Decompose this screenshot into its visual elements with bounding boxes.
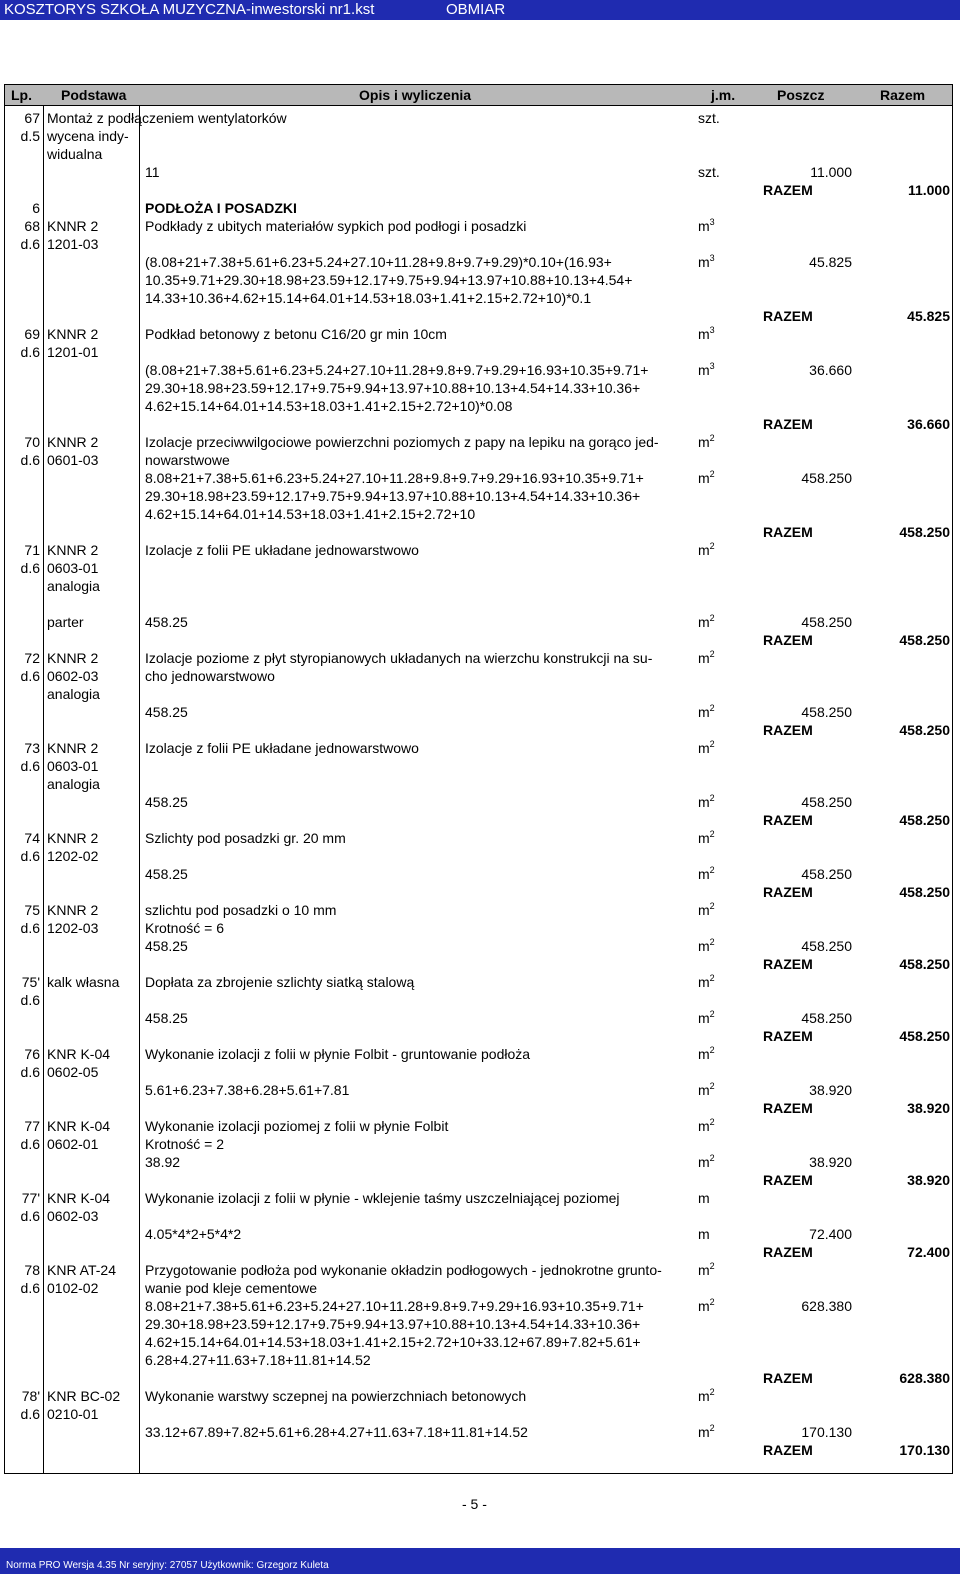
cell-podstawa: 0601-03 [47, 452, 99, 468]
razem-value: 45.825 [907, 308, 950, 324]
razem-label: RAZEM [763, 416, 813, 432]
razem-label: RAZEM [763, 524, 813, 540]
cell-jm: m [698, 1190, 710, 1206]
cell-lp: 76 [24, 1046, 40, 1062]
grid-line [43, 106, 44, 1474]
cell-opis: Izolacje z folii PE układane jednowarstwowo [145, 542, 419, 558]
cell-lp: d.6 [20, 1064, 40, 1080]
cell-podstawa: wycena indy- [47, 128, 129, 144]
cell-jm: $m^2$ [698, 739, 715, 756]
cell-opis: 33.12+67.89+7.82+5.61+6.28+4.27+11.63+7.18+11.81+14.52 [145, 1424, 528, 1440]
unit-exponent: 2 [709, 1081, 715, 1091]
cell-jm: $m^2$ [698, 1081, 715, 1098]
cell-poszcz: 458.250 [801, 614, 852, 630]
cell-opis: Szlichty pod posadzki gr. 20 mm [145, 830, 346, 846]
unit-exponent: 3 [709, 361, 715, 371]
cell-opis: 8.08+21+7.38+5.61+6.23+5.24+27.10+11.28+9.8+9.7+9.29+16.93+10.35+9.71+ [145, 1298, 644, 1314]
cell-lp: 70 [24, 434, 40, 450]
col-opis: Opis i wyliczenia [359, 87, 472, 103]
cell-podstawa: KNR BC-02 [47, 1388, 121, 1404]
cell-podstawa: KNNR 2 [47, 326, 99, 342]
cell-jm: $m^3$ [698, 253, 715, 270]
cell-jm: $m^2$ [698, 793, 715, 810]
unit-exponent: 2 [709, 469, 715, 479]
cell-poszcz: 458.250 [801, 866, 852, 882]
cell-poszcz: 458.250 [801, 794, 852, 810]
cell-lp: d.6 [20, 1406, 40, 1422]
unit-exponent: 2 [709, 1387, 715, 1397]
razem-value: 458.250 [899, 722, 950, 738]
cell-jm: $m^2$ [698, 469, 715, 486]
razem-label: RAZEM [763, 1028, 813, 1044]
cell-poszcz: 458.250 [801, 938, 852, 954]
grid-line [952, 106, 953, 1474]
cell-opis: 6.28+4.27+11.63+7.18+11.81+14.52 [145, 1352, 371, 1368]
razem-label: RAZEM [763, 812, 813, 828]
cell-opis: Krotność = 2 [145, 1136, 224, 1152]
unit-exponent: 2 [709, 973, 715, 983]
cell-opis: Wykonanie warstwy sczepnej na powierzchniach betonowych [145, 1388, 527, 1404]
unit-exponent: 2 [709, 1423, 715, 1433]
cell-opis: 29.30+18.98+23.59+12.17+9.75+9.94+13.97+10.88+10.13+4.54+14.33+10.36+ [145, 1316, 641, 1332]
cell-lp: d.6 [20, 236, 40, 252]
cell-lp: d.6 [20, 560, 40, 576]
cell-podstawa: KNR K-04 [47, 1046, 111, 1062]
cell-jm: $m^2$ [698, 829, 715, 846]
cell-opis: (8.08+21+7.38+5.61+6.23+5.24+27.10+11.28+9.8+9.7+9.29)*0.10+(16.93+ [145, 254, 612, 270]
cell-podstawa: 1202-03 [47, 920, 99, 936]
razem-value: 458.250 [899, 884, 950, 900]
cell-opis: Wykonanie izolacji z folii w płynie Folbit - gruntowanie podłoża [145, 1046, 531, 1062]
cell-jm: $m^2$ [698, 1117, 715, 1134]
unit-exponent: 2 [709, 937, 715, 947]
cell-jm: szt. [698, 164, 720, 180]
cell-podstawa: KNR K-04 [47, 1118, 111, 1134]
razem-value: 72.400 [907, 1244, 950, 1260]
page-number: - 5 - [462, 1496, 487, 1512]
cell-lp: 77 [24, 1118, 40, 1134]
window-header [0, 0, 960, 20]
unit-exponent: 2 [709, 865, 715, 875]
unit-exponent: 2 [709, 613, 715, 623]
cell-podstawa: Montaż z podłączeniem wentylatorków [47, 110, 287, 126]
cell-lp: 78' [21, 1388, 40, 1404]
razem-value: 38.920 [907, 1100, 950, 1116]
cell-jm: $m^2$ [698, 1045, 715, 1062]
razem-value: 458.250 [899, 632, 950, 648]
cell-opis: Wykonanie izolacji z folii w płynie - wklejenie taśmy uszczelniającej poziomej [145, 1190, 620, 1206]
cell-opis: 38.92 [145, 1154, 181, 1170]
cell-poszcz: 38.920 [809, 1082, 852, 1098]
cell-jm: $m^2$ [698, 1261, 715, 1278]
cell-podstawa: 0602-03 [47, 668, 99, 684]
cell-lp: d.6 [20, 758, 40, 774]
cell-jm: $m^3$ [698, 325, 715, 342]
unit-exponent: 2 [709, 739, 715, 749]
table-header [4, 84, 953, 106]
cell-podstawa: widualna [47, 146, 103, 162]
cell-podstawa: kalk własna [47, 974, 120, 990]
cell-lp: d.6 [20, 668, 40, 684]
cell-opis: (8.08+21+7.38+5.61+6.23+5.24+27.10+11.28+9.8+9.7+9.29+16.93+10.35+9.71+ [145, 362, 649, 378]
cell-lp: 72 [24, 650, 40, 666]
cell-jm: $m^2$ [698, 649, 715, 666]
cell-opis: 458.25 [145, 938, 188, 954]
razem-label: RAZEM [763, 884, 813, 900]
cell-jm: $m^2$ [698, 1009, 715, 1026]
unit-exponent: 2 [709, 433, 715, 443]
cell-opis: Wykonanie izolacji poziomej z folii w płynie Folbit [145, 1118, 449, 1134]
cell-poszcz: 45.825 [809, 254, 852, 270]
cell-poszcz: 458.250 [801, 1010, 852, 1026]
cell-jm: m [698, 1226, 710, 1242]
cell-opis: 458.25 [145, 614, 188, 630]
cell-opis: 14.33+10.36+4.62+15.14+64.01+14.53+18.03+1.41+2.15+2.72+10)*0.1 [145, 290, 592, 306]
unit-exponent: 2 [709, 1117, 715, 1127]
cell-podstawa: KNR K-04 [47, 1190, 111, 1206]
cell-jm: $m^2$ [698, 937, 715, 954]
cell-lp: 6 [32, 200, 40, 216]
unit-exponent: 2 [709, 541, 715, 551]
cell-opis: szlichtu pod posadzki o 10 mm [145, 902, 337, 918]
footer [0, 1548, 960, 1574]
unit-exponent: 2 [709, 829, 715, 839]
cell-poszcz: 11.000 [810, 164, 852, 180]
unit-exponent: 2 [709, 1009, 715, 1019]
col-poszcz: Poszcz [777, 87, 825, 103]
cell-opis: 4.62+15.14+64.01+14.53+18.03+1.41+2.15+2.72+10+33.12+67.89+7.82+5.61+ [145, 1334, 641, 1350]
cell-opis: cho jednowarstwowo [145, 668, 275, 684]
cell-lp: 73 [24, 740, 40, 756]
razem-value: 458.250 [899, 524, 950, 540]
sheet-name: OBMIAR [446, 1, 506, 18]
cell-lp: d.6 [20, 344, 40, 360]
cell-opis: PODŁOŻA I POSADZKI [145, 200, 297, 216]
cell-lp: 71 [24, 542, 40, 558]
cell-opis: 4.05*4*2+5*4*2 [145, 1226, 242, 1242]
cell-poszcz: 458.250 [801, 704, 852, 720]
cell-opis: Podkłady z ubitych materiałów sypkich pod podłogi i posadzki [145, 218, 527, 234]
razem-label: RAZEM [763, 1100, 813, 1116]
cell-lp: d.6 [20, 992, 40, 1008]
cell-podstawa: analogia [47, 686, 100, 702]
razem-value: 170.130 [899, 1442, 950, 1458]
razem-label: RAZEM [763, 722, 813, 738]
cell-opis: 458.25 [145, 704, 188, 720]
cell-opis: 4.62+15.14+64.01+14.53+18.03+1.41+2.15+2.72+10 [145, 506, 476, 522]
razem-value: 36.660 [907, 416, 950, 432]
cell-jm: $m^2$ [698, 1297, 715, 1314]
file-name: KOSZTORYS SZKOŁA MUZYCZNA-inwestorski nr1.kst [4, 1, 375, 18]
cell-podstawa: KNNR 2 [47, 740, 99, 756]
col-razem: Razem [880, 87, 926, 103]
cell-poszcz: 628.380 [801, 1298, 852, 1314]
cell-podstawa: KNNR 2 [47, 650, 99, 666]
cell-podstawa: 0602-01 [47, 1136, 99, 1152]
cell-opis: 458.25 [145, 1010, 188, 1026]
grid-line [4, 106, 5, 1474]
cell-podstawa: KNNR 2 [47, 434, 99, 450]
cell-opis: wanie pod kleje cementowe [145, 1280, 317, 1296]
cell-lp: 67 [24, 110, 40, 126]
cell-poszcz: 458.250 [801, 470, 852, 486]
cell-opis: 11 [145, 164, 160, 180]
razem-value: 628.380 [899, 1370, 950, 1386]
cell-lp: d.6 [20, 848, 40, 864]
cell-lp: 69 [24, 326, 40, 342]
cell-opis: nowarstwowe [145, 452, 230, 468]
cell-poszcz: 36.660 [809, 362, 852, 378]
razem-label: RAZEM [763, 1172, 813, 1188]
cell-podstawa: 0602-03 [47, 1208, 99, 1224]
cell-lp: 77' [21, 1190, 40, 1206]
cell-podstawa: parter [47, 614, 84, 630]
cell-lp: d.6 [20, 452, 40, 468]
cell-lp: 68 [24, 218, 40, 234]
razem-value: 458.250 [899, 812, 950, 828]
cell-podstawa: KNR AT-24 [47, 1262, 116, 1278]
cell-podstawa: 0102-02 [47, 1280, 99, 1296]
cell-jm: $m^2$ [698, 433, 715, 450]
cell-lp: d.5 [20, 128, 40, 144]
cell-podstawa: analogia [47, 578, 100, 594]
cell-podstawa: 1202-02 [47, 848, 99, 864]
cell-jm: $m^2$ [698, 541, 715, 558]
cell-jm: $m^2$ [698, 703, 715, 720]
cell-lp: 75' [21, 974, 40, 990]
unit-exponent: 2 [709, 649, 715, 659]
razem-label: RAZEM [763, 182, 813, 198]
cell-lp: d.6 [20, 1280, 40, 1296]
cell-podstawa: analogia [47, 776, 100, 792]
unit-exponent: 3 [709, 325, 715, 335]
unit-exponent: 2 [709, 1261, 715, 1271]
cell-podstawa: KNNR 2 [47, 830, 99, 846]
razem-value: 38.920 [907, 1172, 950, 1188]
razem-label: RAZEM [763, 632, 813, 648]
cell-lp: 75 [24, 902, 40, 918]
cell-podstawa: 0210-01 [47, 1406, 99, 1422]
cell-poszcz: 170.130 [801, 1424, 852, 1440]
cell-jm: $m^2$ [698, 901, 715, 918]
cell-opis: 458.25 [145, 866, 188, 882]
cell-lp: d.6 [20, 1208, 40, 1224]
razem-value: 458.250 [899, 1028, 950, 1044]
razem-label: RAZEM [763, 1370, 813, 1386]
cell-opis: Przygotowanie podłoża pod wykonanie okładzin podłogowych - jednokrotne grunto- [145, 1262, 662, 1278]
cell-podstawa: 0602-05 [47, 1064, 99, 1080]
unit-exponent: 2 [709, 703, 715, 713]
cell-poszcz: 72.400 [809, 1226, 852, 1242]
razem-value: 458.250 [899, 956, 950, 972]
cell-jm: $m^2$ [698, 865, 715, 882]
unit-exponent: 2 [709, 901, 715, 911]
cell-opis: Izolacje poziome z płyt styropianowych układanych na wierzchu konstrukcji na su- [145, 650, 653, 666]
cell-lp: 74 [24, 830, 40, 846]
cell-jm: $m^2$ [698, 1387, 715, 1404]
col-podstawa: Podstawa [61, 87, 127, 103]
cell-opis: 4.62+15.14+64.01+14.53+18.03+1.41+2.15+2.72+10)*0.08 [145, 398, 513, 414]
cell-jm: $m^2$ [698, 613, 715, 630]
cell-podstawa: KNNR 2 [47, 902, 99, 918]
cell-lp: d.6 [20, 920, 40, 936]
razem-label: RAZEM [763, 1442, 813, 1458]
razem-label: RAZEM [763, 1244, 813, 1260]
cell-opis: 5.61+6.23+7.38+6.28+5.61+7.81 [145, 1082, 350, 1098]
cell-lp: 78 [24, 1262, 40, 1278]
cell-podstawa: KNNR 2 [47, 218, 99, 234]
cell-opis: Izolacje przeciwwilgociowe powierzchni poziomych z papy na lepiku na gorąco jed- [145, 434, 659, 450]
cell-jm: szt. [698, 110, 720, 126]
unit-exponent: 2 [709, 793, 715, 803]
cell-jm: $m^2$ [698, 1153, 715, 1170]
unit-exponent: 2 [709, 1153, 715, 1163]
razem-label: RAZEM [763, 308, 813, 324]
col-jm: j.m. [711, 87, 736, 103]
cell-jm: $m^2$ [698, 1423, 715, 1440]
footer-text: Norma PRO Wersja 4.35 Nr seryjny: 27057 Użytkownik: Grzegorz Kuleta [6, 1560, 329, 1571]
cell-opis: Izolacje z folii PE układane jednowarstwowo [145, 740, 419, 756]
cell-opis: Dopłata za zbrojenie szlichty siatką stalową [145, 974, 415, 990]
grid-line [4, 1473, 953, 1474]
col-lp: Lp. [11, 87, 32, 103]
cell-podstawa: 1201-03 [47, 236, 99, 252]
cell-poszcz: 38.920 [809, 1154, 852, 1170]
cell-opis: 10.35+9.71+29.30+18.98+23.59+12.17+9.75+9.94+13.97+10.88+10.13+4.54+ [145, 272, 633, 288]
cell-opis: 8.08+21+7.38+5.61+6.23+5.24+27.10+11.28+9.8+9.7+9.29+16.93+10.35+9.71+ [145, 470, 644, 486]
unit-exponent: 2 [709, 1045, 715, 1055]
razem-label: RAZEM [763, 956, 813, 972]
cell-opis: 29.30+18.98+23.59+12.17+9.75+9.94+13.97+10.88+10.13+4.54+14.33+10.36+ [145, 380, 641, 396]
cell-jm: $m^3$ [698, 361, 715, 378]
unit-exponent: 3 [709, 217, 715, 227]
cell-podstawa: 0603-01 [47, 560, 99, 576]
grid-line [139, 106, 140, 1474]
cell-opis: Podkład betonowy z betonu C16/20 gr min 10cm [145, 326, 447, 342]
cell-opis: 29.30+18.98+23.59+12.17+9.75+9.94+13.97+10.88+10.13+4.54+14.33+10.36+ [145, 488, 641, 504]
cell-jm: $m^3$ [698, 217, 715, 234]
cell-podstawa: 1201-01 [47, 344, 99, 360]
unit-exponent: 3 [709, 253, 715, 263]
cell-jm: $m^2$ [698, 973, 715, 990]
cell-podstawa: 0603-01 [47, 758, 99, 774]
cell-lp: d.6 [20, 1136, 40, 1152]
cell-podstawa: KNNR 2 [47, 542, 99, 558]
cell-opis: Krotność = 6 [145, 920, 224, 936]
razem-value: 11.000 [907, 182, 950, 198]
cell-opis: 458.25 [145, 794, 188, 810]
unit-exponent: 2 [709, 1297, 715, 1307]
